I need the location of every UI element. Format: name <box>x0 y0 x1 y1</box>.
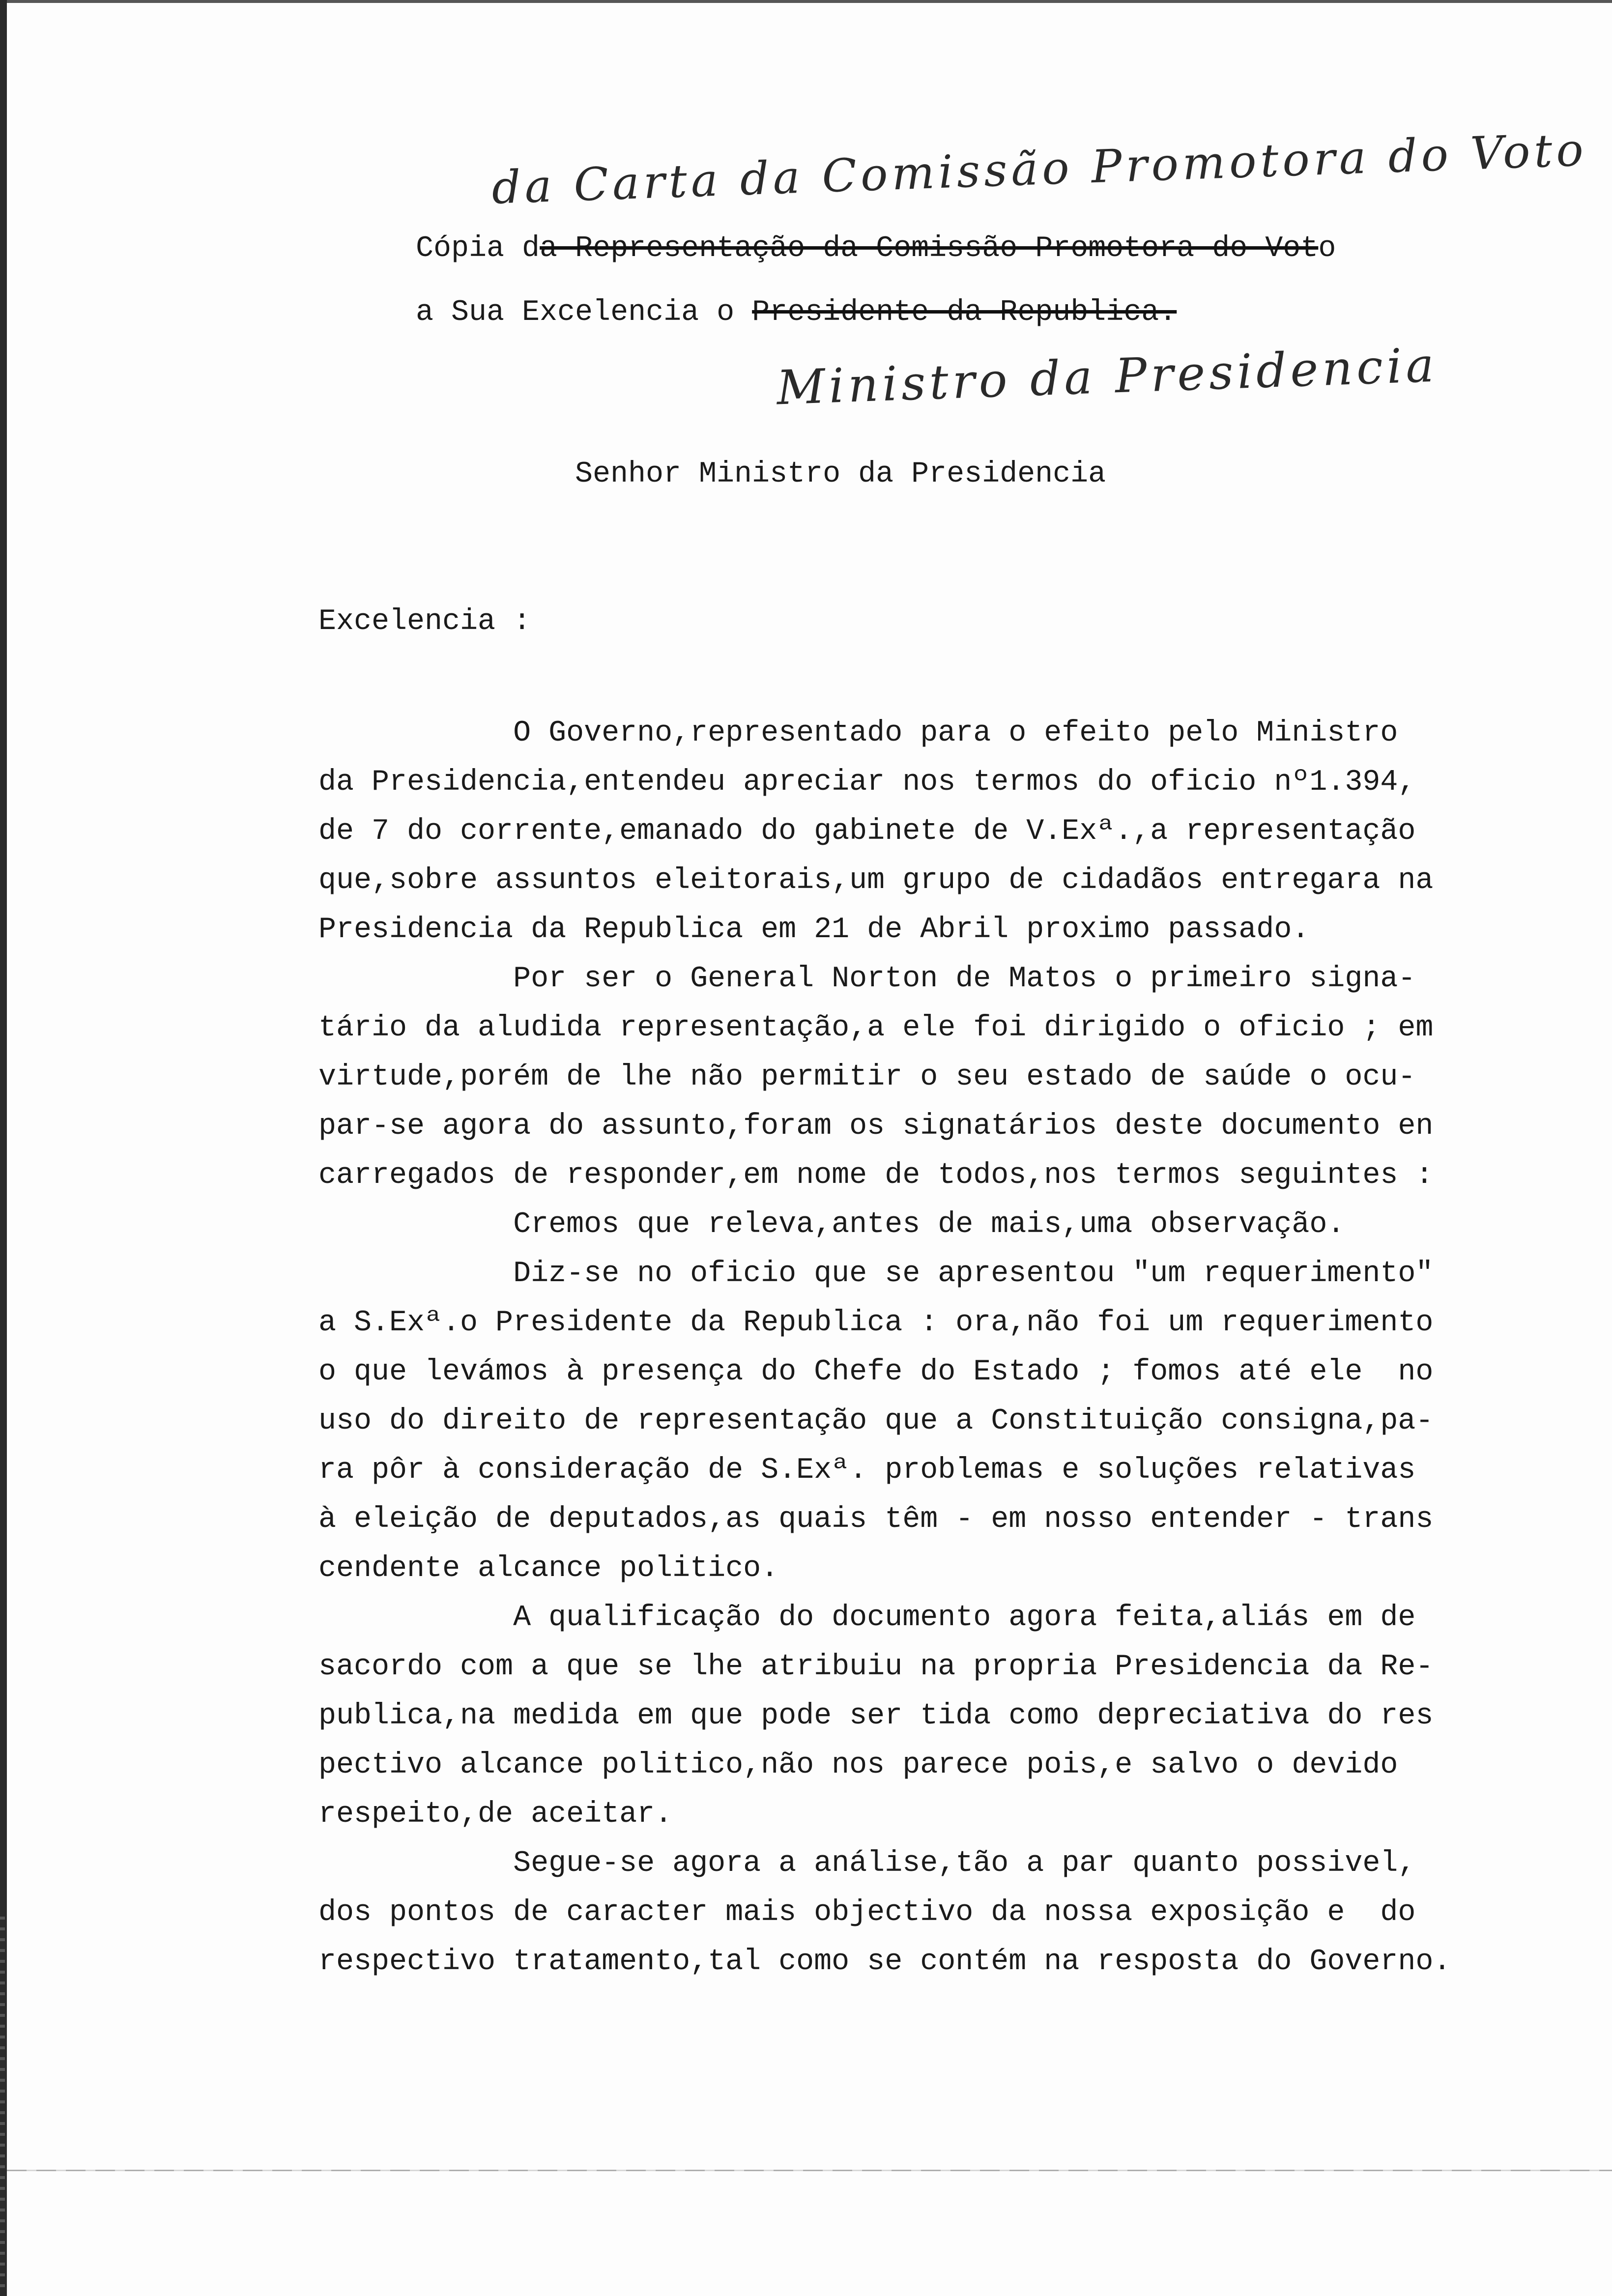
body-line: da Presidencia,entendeu apreciar nos termos do oficio nº1.394, <box>318 766 1416 799</box>
body-line: respectivo tratamento,tal como se contém na resposta do Governo. <box>318 1945 1451 1979</box>
body-line: de 7 do corrente,emanado do gabinete de V.Exª.,a representação <box>318 815 1416 848</box>
body-line: Por ser o General Norton de Matos o primeiro signa- <box>318 962 1416 996</box>
header-line-1-struck: a Representação da Comissão Promotora do Vot <box>540 232 1319 265</box>
header-line-2 <box>416 298 1177 327</box>
body-line: respeito,de aceitar. <box>318 1798 673 1831</box>
salutation: Excelencia : <box>318 605 531 638</box>
body-line: O Governo,representado para o efeito pelo Ministro <box>318 717 1398 750</box>
header-line-1 <box>416 234 1336 263</box>
body-line: ra pôr à consideração de S.Exª. problemas e soluções relativas <box>318 1454 1416 1487</box>
body-line: sacordo com a que se lhe atribuiu na propria Presidencia da Re- <box>318 1650 1434 1684</box>
body-line: Presidencia da Republica em 21 de Abril proximo passado. <box>318 913 1310 947</box>
handwritten-annotation-title: da Carta da Comissão Promotora do Voto <box>490 123 1588 214</box>
body-line: A qualificação do documento agora feita,aliás em de <box>318 1601 1416 1635</box>
body-line: a S.Exª.o Presidente da Republica : ora,não foi um requerimento <box>318 1306 1434 1340</box>
body-line: que,sobre assuntos eleitorais,um grupo de cidadãos entregara na <box>318 864 1434 897</box>
body-line: à eleição de deputados,as quais têm - em nosso entender - trans <box>318 1503 1434 1536</box>
body-line: carregados de responder,em nome de todos,nos termos seguintes : <box>318 1159 1434 1192</box>
body-line: uso do direito de representação que a Constituição consigna,pa- <box>318 1405 1434 1438</box>
body-line: Cremos que releva,antes de mais,uma observação. <box>318 1208 1345 1241</box>
body-line: Diz-se no oficio que se apresentou "um requerimento" <box>318 1257 1434 1291</box>
page-fold-line <box>7 2170 1612 2171</box>
body-line: virtude,porém de lhe não permitir o seu estado de saúde o ocu- <box>318 1061 1416 1094</box>
handwritten-annotation-minister: Ministro da Presidencia <box>776 337 1439 416</box>
body-line: tário da aludida representação,a ele foi dirigido o oficio ; em <box>318 1011 1434 1045</box>
header-line-2-prefix: a Sua Excelencia o <box>416 296 752 329</box>
body-line: pectivo alcance politico,não nos parece pois,e salvo o devido <box>318 1749 1398 1782</box>
addressee: Senhor Ministro da Presidencia <box>575 458 1106 491</box>
body-line: publica,na medida em que pode ser tida como depreciativa do res <box>318 1699 1434 1733</box>
body-line: par-se agora do assunto,foram os signatários deste documento en <box>318 1110 1434 1143</box>
body-line: dos pontos de caracter mais objectivo da nossa exposição e do <box>318 1896 1416 1929</box>
body-line: Segue-se agora a análise,tão a par quanto possivel, <box>318 1847 1416 1880</box>
body-line: cendente alcance politico. <box>318 1552 779 1585</box>
header-line-2-struck: Presidente da Republica. <box>752 296 1177 329</box>
header-line-1-prefix: Cópia d <box>416 232 540 265</box>
scan-margin-marks <box>0 1917 5 2290</box>
scan-top-edge <box>0 0 1612 7</box>
body-line: o que levámos à presença do Chefe do Estado ; fomos até ele no <box>318 1355 1434 1389</box>
header-line-1-suffix: o <box>1318 232 1336 265</box>
